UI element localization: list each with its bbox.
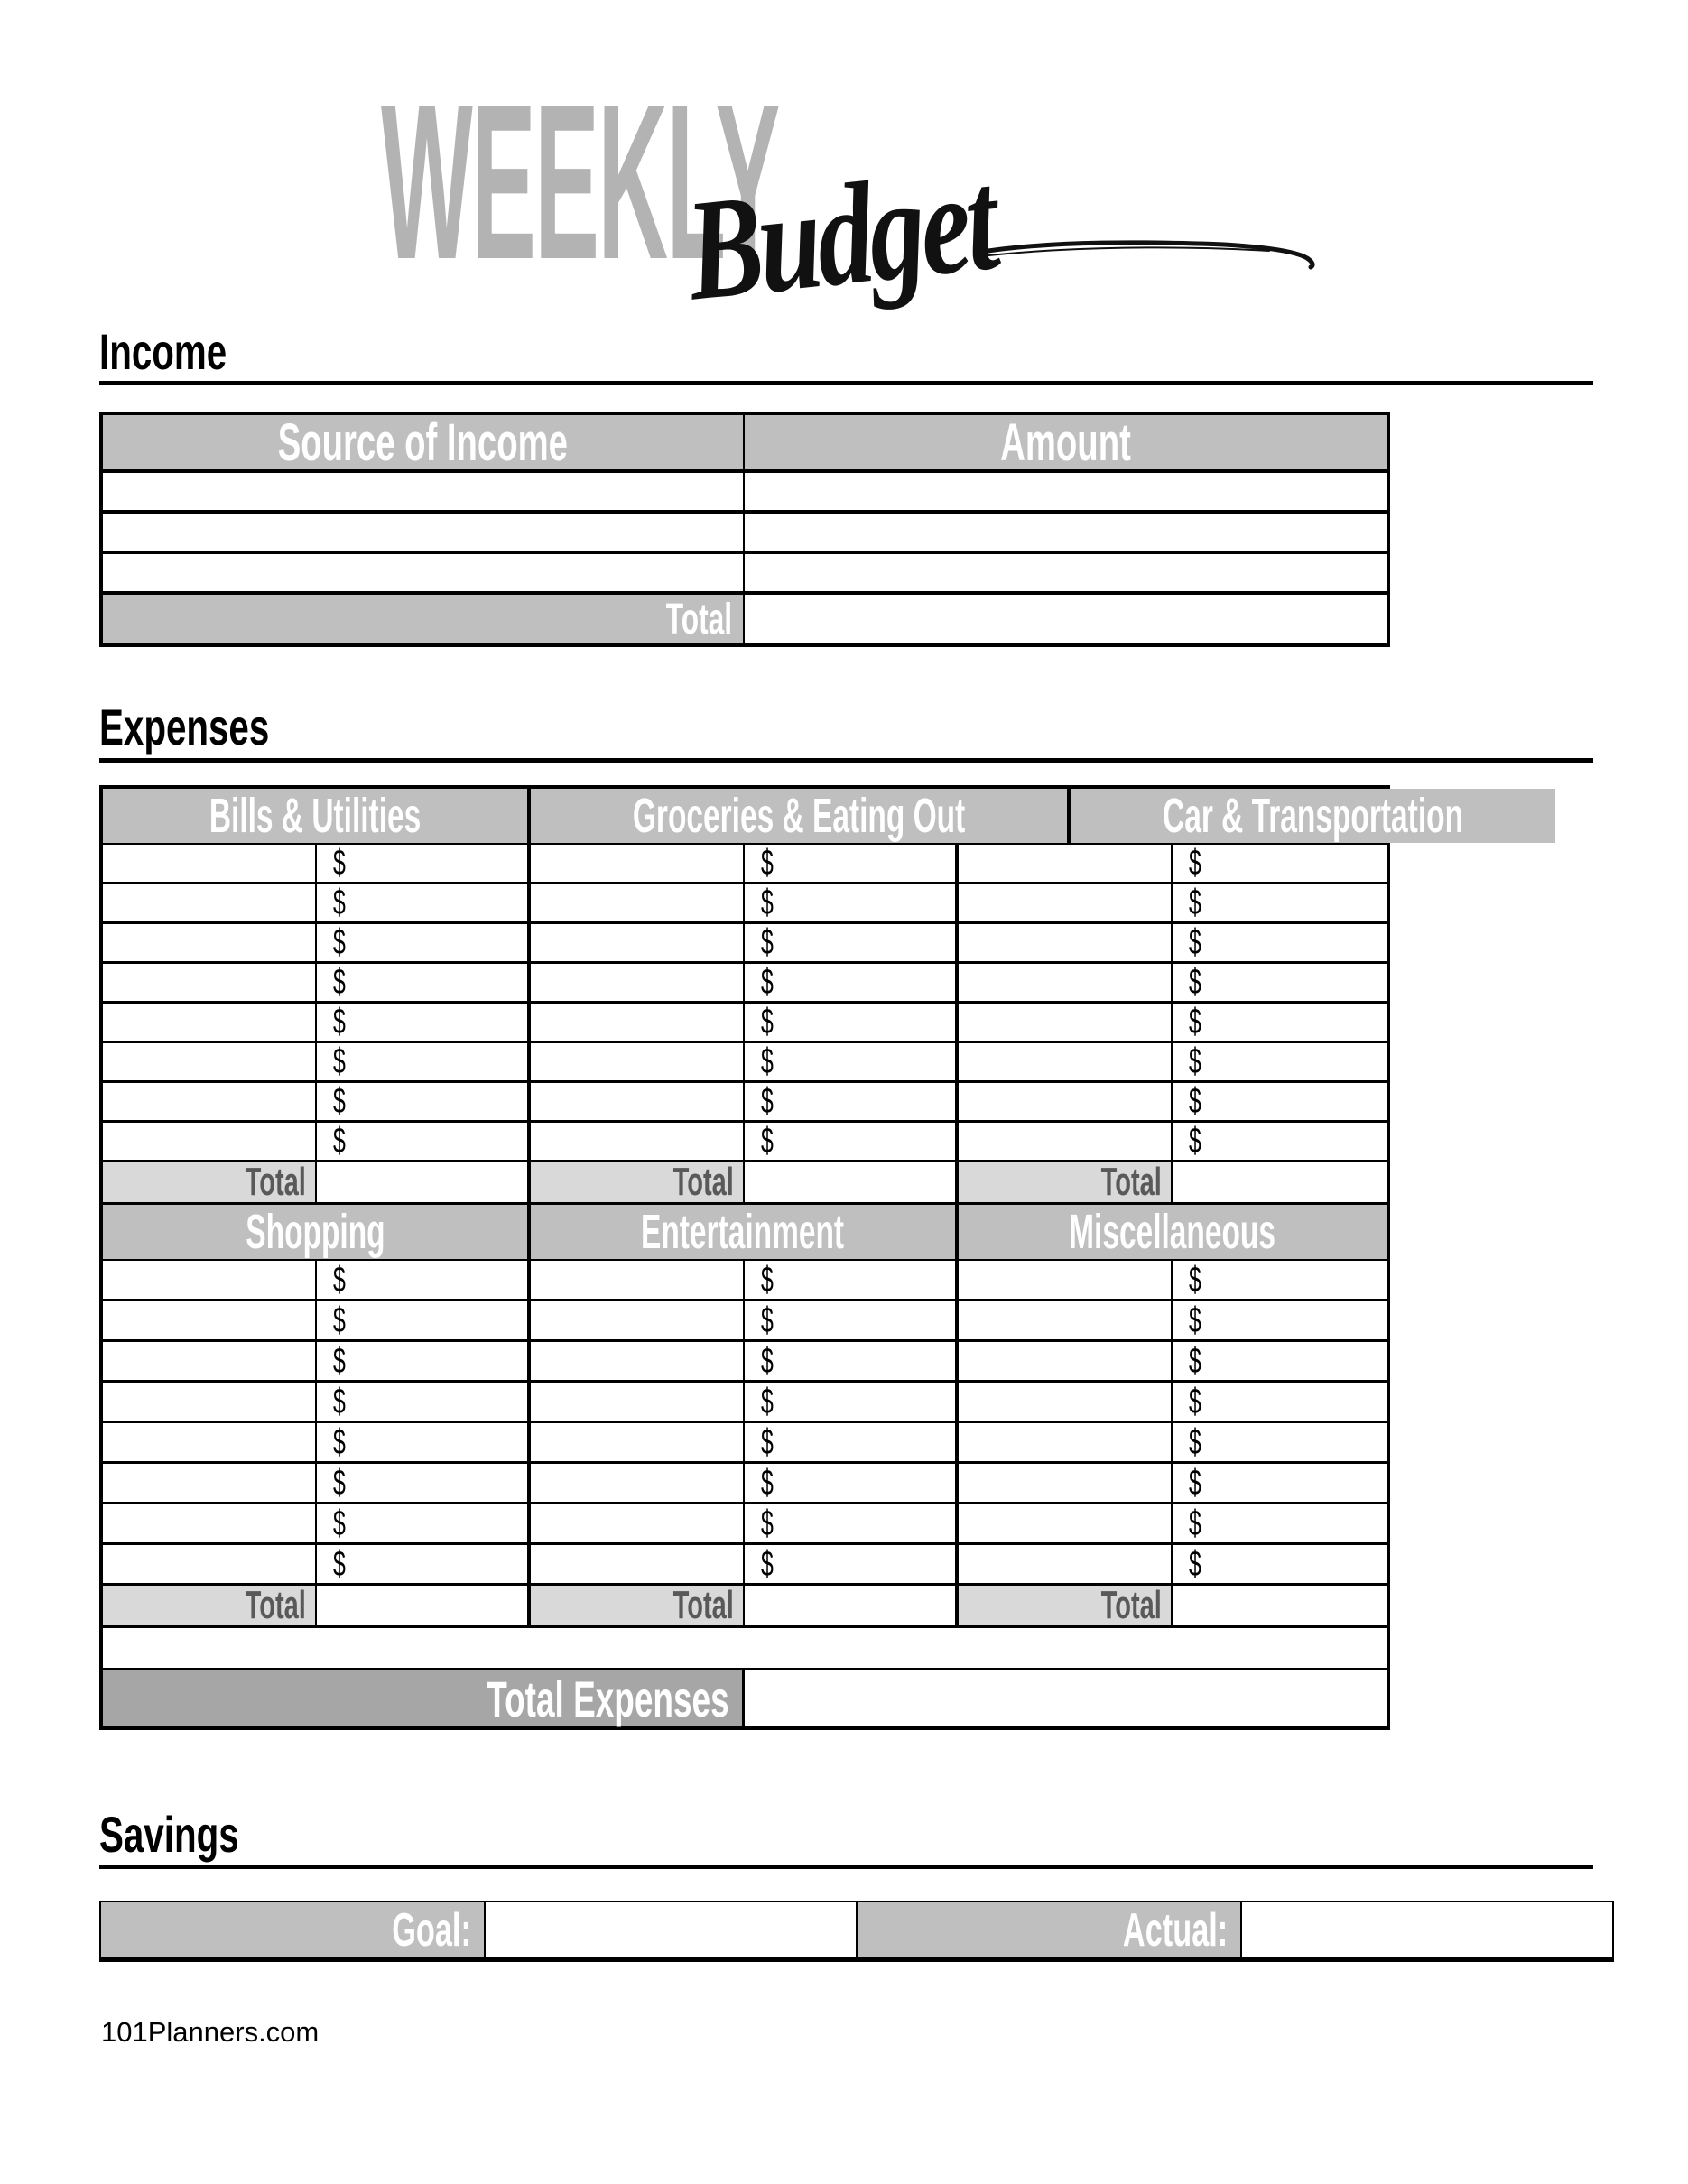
expense-amount-cell[interactable] xyxy=(745,845,959,882)
expense-currency-symbol: $ xyxy=(1189,1421,1201,1462)
expense-item-label-cell[interactable] xyxy=(531,1383,745,1421)
expense-item-label-cell[interactable] xyxy=(959,1464,1173,1502)
expense-item-label-cell[interactable] xyxy=(959,1004,1173,1041)
expense-item-label-cell[interactable] xyxy=(531,884,745,921)
expense-group-header-text: Car & Transportation xyxy=(1163,789,1464,843)
expense-currency-symbol: $ xyxy=(761,883,774,922)
income-row xyxy=(103,473,1387,514)
savings-goal-label: Goal: xyxy=(101,1902,486,1957)
expense-amount-cell[interactable] xyxy=(1173,845,1387,882)
expense-currency-symbol: $ xyxy=(761,1121,774,1161)
expense-currency-symbol: $ xyxy=(761,922,774,962)
expense-group-header xyxy=(1071,789,1555,843)
expense-item-label-cell[interactable] xyxy=(959,1301,1173,1339)
expense-currency-symbol: $ xyxy=(1189,1259,1201,1300)
expense-group-total-label xyxy=(531,1162,745,1202)
income-row xyxy=(103,514,1387,554)
expense-amount-cell[interactable] xyxy=(317,1545,531,1583)
expense-amount-cell[interactable] xyxy=(317,845,531,882)
income-total-label: Total xyxy=(103,595,745,643)
title-underline-swash-icon xyxy=(971,233,1318,273)
expense-amount-cell[interactable] xyxy=(745,1004,959,1041)
expense-row xyxy=(103,884,1387,924)
income-header-amount: Amount xyxy=(745,415,1387,469)
savings-table xyxy=(99,1901,1614,1962)
total-expenses-row xyxy=(103,1668,1387,1726)
expense-amount-cell[interactable] xyxy=(1173,1123,1387,1160)
income-amount-cell[interactable] xyxy=(745,473,1387,510)
expense-currency-symbol: $ xyxy=(761,1503,774,1543)
expense-item-label-cell[interactable] xyxy=(103,845,317,882)
expense-item-label-cell[interactable] xyxy=(103,1504,317,1542)
expense-amount-cell[interactable] xyxy=(745,1301,959,1339)
expense-item-label-cell[interactable] xyxy=(531,964,745,1001)
savings-heading-rule xyxy=(99,1865,1593,1869)
expense-item-label-cell[interactable] xyxy=(103,1545,317,1583)
expense-currency-symbol: $ xyxy=(761,1543,774,1584)
expense-amount-cell[interactable] xyxy=(317,1083,531,1120)
expense-item-label-cell[interactable] xyxy=(103,1383,317,1421)
expense-item-label-cell[interactable] xyxy=(103,1123,317,1160)
expense-group-header xyxy=(531,1205,959,1259)
income-source-cell[interactable] xyxy=(103,473,745,510)
expense-currency-symbol: $ xyxy=(1189,1041,1201,1081)
expense-amount-cell[interactable] xyxy=(1173,1261,1387,1299)
expense-amount-cell[interactable] xyxy=(745,1423,959,1461)
expense-currency-symbol: $ xyxy=(333,1381,346,1421)
expense-currency-symbol: $ xyxy=(333,843,346,883)
expense-group-total-value[interactable] xyxy=(745,1162,959,1202)
expense-group-header-text: Entertainment xyxy=(641,1205,845,1259)
expense-currency-symbol: $ xyxy=(1189,1121,1201,1161)
expense-currency-symbol: $ xyxy=(1189,962,1201,1002)
expense-currency-symbol: $ xyxy=(761,1462,774,1503)
expense-group-header-text: Shopping xyxy=(245,1205,385,1259)
expense-item-label-cell[interactable] xyxy=(959,1342,1173,1380)
expense-group-total-text: Total xyxy=(1100,1583,1162,1627)
expense-amount-cell[interactable] xyxy=(1173,1504,1387,1542)
expense-currency-symbol: $ xyxy=(333,962,346,1002)
expense-amount-cell[interactable] xyxy=(1173,1342,1387,1380)
expense-amount-cell[interactable] xyxy=(1173,924,1387,961)
expense-amount-cell[interactable] xyxy=(1173,964,1387,1001)
expense-group-total-row xyxy=(103,1162,1387,1202)
expense-row xyxy=(103,924,1387,964)
expense-amount-cell[interactable] xyxy=(317,1423,531,1461)
expense-item-label-cell[interactable] xyxy=(959,924,1173,961)
expense-currency-symbol: $ xyxy=(761,1340,774,1381)
expense-row xyxy=(103,1043,1387,1083)
expense-currency-symbol: $ xyxy=(333,1503,346,1543)
total-expenses-label: Total Expenses xyxy=(103,1670,745,1726)
expense-group-total-label xyxy=(531,1583,745,1627)
expense-item-label-cell[interactable] xyxy=(531,1261,745,1299)
expense-amount-cell[interactable] xyxy=(317,1004,531,1041)
expenses-spacer-row xyxy=(103,1625,1387,1668)
expense-amount-cell[interactable] xyxy=(1173,1301,1387,1339)
expense-group-total-value[interactable] xyxy=(745,1586,959,1625)
expense-currency-symbol: $ xyxy=(333,1259,346,1300)
expense-currency-symbol: $ xyxy=(1189,1503,1201,1543)
expense-amount-cell[interactable] xyxy=(745,1342,959,1380)
expense-group-total-label xyxy=(103,1583,317,1627)
expense-amount-cell[interactable] xyxy=(745,1123,959,1160)
expense-currency-symbol: $ xyxy=(761,1041,774,1081)
expense-item-label-cell[interactable] xyxy=(103,884,317,921)
expense-row xyxy=(103,1383,1387,1423)
expense-currency-symbol: $ xyxy=(761,962,774,1002)
expense-group-header xyxy=(959,1205,1387,1259)
expense-item-label-cell[interactable] xyxy=(531,1545,745,1583)
expense-group-total-text: Total xyxy=(245,1583,306,1627)
savings-goal-value[interactable] xyxy=(486,1902,858,1957)
expense-item-label-cell[interactable] xyxy=(103,1423,317,1461)
expense-currency-symbol: $ xyxy=(1189,1340,1201,1381)
expense-row xyxy=(103,1545,1387,1586)
expense-amount-cell[interactable] xyxy=(745,1464,959,1502)
expense-group-total-label xyxy=(959,1162,1173,1202)
income-amount-cell[interactable] xyxy=(745,514,1387,551)
expense-row xyxy=(103,1423,1387,1464)
expense-currency-symbol: $ xyxy=(1189,1381,1201,1421)
expense-group-total-label xyxy=(103,1162,317,1202)
expense-currency-symbol: $ xyxy=(333,1421,346,1462)
expense-group-header-text: Groceries & Eating Out xyxy=(632,789,966,843)
savings-actual-value[interactable] xyxy=(1242,1902,1612,1957)
expense-item-label-cell[interactable] xyxy=(531,1504,745,1542)
expense-amount-cell[interactable] xyxy=(745,1261,959,1299)
income-header-row xyxy=(103,412,1387,473)
expense-row xyxy=(103,964,1387,1004)
total-expenses-value[interactable] xyxy=(745,1670,1387,1726)
expense-item-label-cell[interactable] xyxy=(103,1301,317,1339)
expense-item-label-cell[interactable] xyxy=(531,1083,745,1120)
expense-group-total-text: Total xyxy=(672,1583,734,1627)
weekly-title-text: WEEKLY xyxy=(381,58,779,305)
expense-group-total-value[interactable] xyxy=(317,1162,531,1202)
expense-currency-symbol: $ xyxy=(333,883,346,922)
expense-amount-cell[interactable] xyxy=(317,884,531,921)
expense-item-label-cell[interactable] xyxy=(531,1123,745,1160)
expense-item-label-cell[interactable] xyxy=(959,1504,1173,1542)
expense-item-label-cell[interactable] xyxy=(959,1423,1173,1461)
expense-currency-symbol: $ xyxy=(1189,1002,1201,1041)
expense-currency-symbol: $ xyxy=(333,1002,346,1041)
expense-amount-cell[interactable] xyxy=(317,1261,531,1299)
expense-amount-cell[interactable] xyxy=(745,1504,959,1542)
expense-item-label-cell[interactable] xyxy=(531,1004,745,1041)
savings-actual-label: Actual: xyxy=(858,1902,1242,1957)
expenses-table xyxy=(99,785,1464,1730)
income-source-cell[interactable] xyxy=(103,554,745,591)
expenses-heading-rule xyxy=(99,758,1593,763)
expense-item-label-cell[interactable] xyxy=(531,1342,745,1380)
expense-group-total-text: Total xyxy=(245,1160,306,1204)
expense-row xyxy=(103,1342,1387,1383)
expense-item-label-cell[interactable] xyxy=(531,845,745,882)
expense-currency-symbol: $ xyxy=(1189,922,1201,962)
income-heading-rule xyxy=(99,381,1593,385)
expense-currency-symbol: $ xyxy=(333,1462,346,1503)
expenses-heading: Expenses xyxy=(99,699,270,755)
expense-amount-cell[interactable] xyxy=(1173,1464,1387,1502)
expense-group-total-text: Total xyxy=(1100,1160,1162,1204)
expense-item-label-cell[interactable] xyxy=(959,1043,1173,1080)
expense-currency-symbol: $ xyxy=(333,1300,346,1340)
expense-amount-cell[interactable] xyxy=(745,1083,959,1120)
income-total-value[interactable] xyxy=(745,595,1387,643)
expense-item-label-cell[interactable] xyxy=(959,1383,1173,1421)
expense-amount-cell[interactable] xyxy=(317,1123,531,1160)
expense-item-label-cell[interactable] xyxy=(103,964,317,1001)
expense-item-label-cell[interactable] xyxy=(531,1423,745,1461)
expense-currency-symbol: $ xyxy=(1189,1462,1201,1503)
expense-currency-symbol: $ xyxy=(761,1002,774,1041)
expense-item-label-cell[interactable] xyxy=(103,1342,317,1380)
expense-amount-cell[interactable] xyxy=(1173,1383,1387,1421)
budget-script-title: Budget xyxy=(679,139,1001,331)
expense-row xyxy=(103,1083,1387,1123)
expense-item-label-cell[interactable] xyxy=(103,1464,317,1502)
expense-item-label-cell[interactable] xyxy=(959,1545,1173,1583)
expense-amount-cell[interactable] xyxy=(745,924,959,961)
expense-group-total-value[interactable] xyxy=(317,1586,531,1625)
expense-item-label-cell[interactable] xyxy=(959,1083,1173,1120)
expense-item-label-cell[interactable] xyxy=(531,1464,745,1502)
expense-currency-symbol: $ xyxy=(761,1421,774,1462)
expense-currency-symbol: $ xyxy=(761,1381,774,1421)
expense-group-header xyxy=(103,789,531,843)
expense-group-total-value[interactable] xyxy=(1173,1586,1387,1625)
expense-row xyxy=(103,1301,1387,1342)
expense-row xyxy=(103,1261,1387,1301)
expense-item-label-cell[interactable] xyxy=(959,964,1173,1001)
expense-row xyxy=(103,1504,1387,1545)
expense-item-label-cell[interactable] xyxy=(959,1123,1173,1160)
expense-amount-cell[interactable] xyxy=(1173,1545,1387,1583)
expense-currency-symbol: $ xyxy=(333,1543,346,1584)
expense-amount-cell[interactable] xyxy=(317,924,531,961)
expense-currency-symbol: $ xyxy=(333,1340,346,1381)
income-source-cell[interactable] xyxy=(103,514,745,551)
income-total-row xyxy=(103,595,1387,643)
expense-amount-cell[interactable] xyxy=(745,1043,959,1080)
expense-row xyxy=(103,1004,1387,1043)
expense-currency-symbol: $ xyxy=(333,922,346,962)
expense-amount-cell[interactable] xyxy=(317,1043,531,1080)
expense-item-label-cell[interactable] xyxy=(531,1043,745,1080)
expense-currency-symbol: $ xyxy=(1189,1081,1201,1121)
expense-row xyxy=(103,1464,1387,1504)
expense-amount-cell[interactable] xyxy=(745,1383,959,1421)
expense-currency-symbol: $ xyxy=(761,1081,774,1121)
expense-amount-cell[interactable] xyxy=(745,884,959,921)
expense-item-label-cell[interactable] xyxy=(103,924,317,961)
expense-group-header-row xyxy=(103,789,1464,845)
expense-currency-symbol: $ xyxy=(1189,883,1201,922)
expense-item-label-cell[interactable] xyxy=(959,884,1173,921)
expense-amount-cell[interactable] xyxy=(317,1301,531,1339)
income-amount-cell[interactable] xyxy=(745,554,1387,591)
income-row xyxy=(103,554,1387,595)
expense-group-header-text: Miscellaneous xyxy=(1069,1205,1276,1259)
expense-item-label-cell[interactable] xyxy=(531,924,745,961)
expense-item-label-cell[interactable] xyxy=(103,1004,317,1041)
expense-amount-cell[interactable] xyxy=(745,964,959,1001)
expense-currency-symbol: $ xyxy=(761,1259,774,1300)
expense-currency-symbol: $ xyxy=(761,1300,774,1340)
expense-group-header-text: Bills & Utilities xyxy=(209,789,422,843)
income-heading: Income xyxy=(99,323,227,380)
expense-amount-cell[interactable] xyxy=(1173,1043,1387,1080)
income-table xyxy=(99,412,1390,647)
expense-item-label-cell[interactable] xyxy=(103,1043,317,1080)
expense-group-header-row xyxy=(103,1202,1387,1261)
expense-group-total-row xyxy=(103,1583,1387,1627)
expense-currency-symbol: $ xyxy=(333,1081,346,1121)
expense-currency-symbol: $ xyxy=(1189,843,1201,883)
expense-group-total-label xyxy=(959,1583,1173,1627)
expense-row xyxy=(103,845,1387,884)
expense-group-total-text: Total xyxy=(672,1160,734,1204)
expense-amount-cell[interactable] xyxy=(1173,1004,1387,1041)
expense-group-header xyxy=(103,1205,531,1259)
expense-item-label-cell[interactable] xyxy=(959,845,1173,882)
expense-currency-symbol: $ xyxy=(761,843,774,883)
expense-amount-cell[interactable] xyxy=(317,964,531,1001)
expense-item-label-cell[interactable] xyxy=(531,1301,745,1339)
expense-amount-cell[interactable] xyxy=(1173,884,1387,921)
expense-currency-symbol: $ xyxy=(1189,1300,1201,1340)
expense-item-label-cell[interactable] xyxy=(103,1261,317,1299)
expense-currency-symbol: $ xyxy=(333,1121,346,1161)
expense-amount-cell[interactable] xyxy=(317,1342,531,1380)
expense-item-label-cell[interactable] xyxy=(103,1083,317,1120)
expense-row xyxy=(103,1123,1387,1162)
expense-group-total-value[interactable] xyxy=(1173,1162,1387,1202)
footer-site-name: 101Planners.com xyxy=(101,2016,320,2048)
expense-amount-cell[interactable] xyxy=(745,1545,959,1583)
expense-amount-cell[interactable] xyxy=(317,1464,531,1502)
expense-currency-symbol: $ xyxy=(1189,1543,1201,1584)
expense-amount-cell[interactable] xyxy=(317,1504,531,1542)
expense-amount-cell[interactable] xyxy=(1173,1423,1387,1461)
expense-amount-cell[interactable] xyxy=(1173,1083,1387,1120)
expense-amount-cell[interactable] xyxy=(317,1383,531,1421)
expense-item-label-cell[interactable] xyxy=(959,1261,1173,1299)
income-header-source: Source of Income xyxy=(103,415,745,469)
expense-currency-symbol: $ xyxy=(333,1041,346,1081)
expense-group-header xyxy=(531,789,1071,843)
expenses-grid xyxy=(103,789,1464,1627)
savings-heading: Savings xyxy=(99,1806,239,1863)
